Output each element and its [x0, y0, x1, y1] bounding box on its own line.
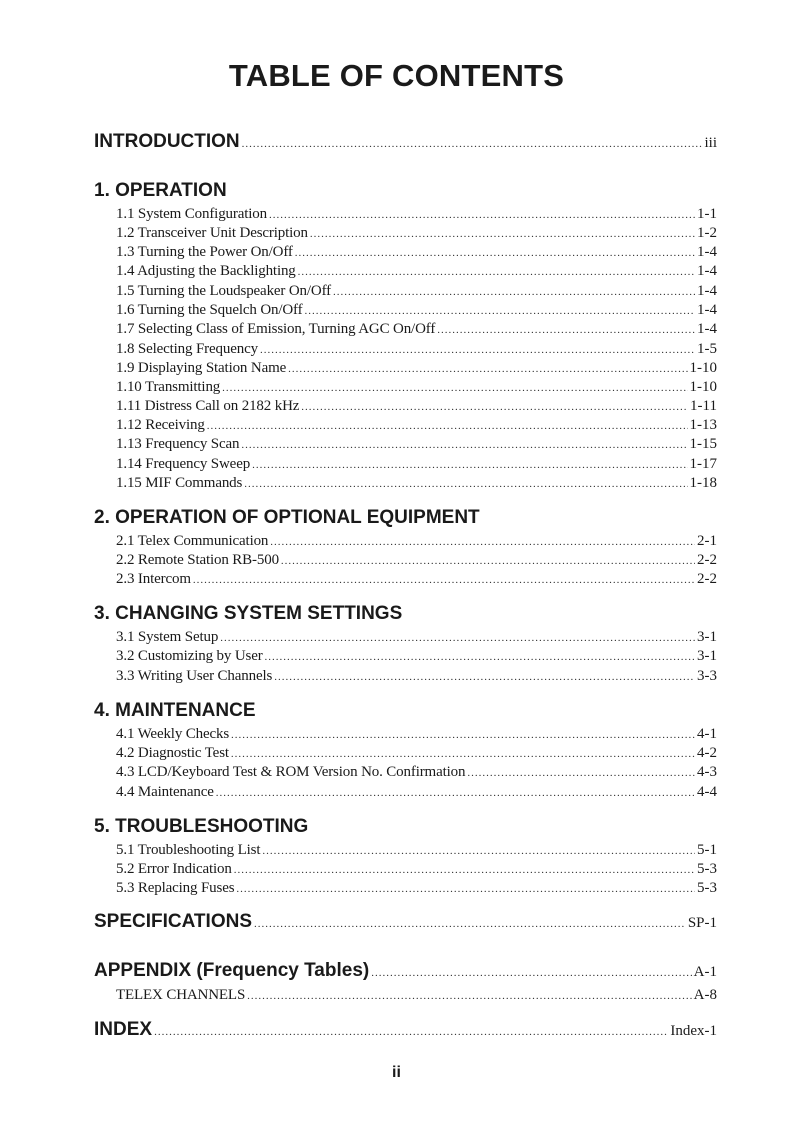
toc-entry-label: 1.2 Transceiver Unit Description — [116, 225, 308, 241]
toc-page-number: 1-13 — [689, 417, 717, 433]
toc-page-number: 1-4 — [697, 283, 717, 299]
dot-leader — [467, 767, 695, 779]
toc-entry-label: 1.9 Displaying Station Name — [116, 360, 287, 376]
toc-page-number: 2-2 — [697, 571, 717, 587]
dot-leader — [333, 286, 695, 298]
section-heading-optional-equipment[interactable]: 2. OPERATION OF OPTIONAL EQUIPMENT — [94, 507, 480, 528]
toc-entry[interactable] — [116, 417, 717, 434]
toc-entry-label: 1.7 Selecting Class of Emission, Turning AGC On/Off — [116, 321, 436, 337]
dot-leader — [295, 247, 695, 259]
toc-entry[interactable] — [116, 379, 717, 396]
toc-entry-specifications[interactable] — [94, 911, 717, 933]
dot-leader — [371, 967, 691, 979]
toc-entry-label: 3.1 System Setup — [116, 629, 219, 645]
toc-entry[interactable] — [116, 648, 717, 665]
dot-leader — [222, 382, 687, 394]
toc-entry[interactable] — [116, 263, 717, 280]
toc-entry[interactable] — [116, 225, 717, 242]
toc-entry[interactable] — [116, 668, 717, 685]
toc-entry[interactable] — [116, 552, 717, 569]
toc-entry-label: 1.11 Distress Call on 2182 kHz — [116, 398, 300, 414]
toc-entry-label: 2.3 Intercom — [116, 571, 191, 587]
toc-page-number: SP-1 — [687, 915, 717, 931]
toc-entry-label: 5.3 Replacing Fuses — [116, 880, 235, 896]
toc-entry-label: 2.2 Remote Station RB-500 — [116, 552, 279, 568]
toc-page-number: 3-1 — [697, 648, 717, 664]
toc-page-number: 2-1 — [697, 533, 717, 549]
dot-leader — [262, 845, 695, 857]
dot-leader — [298, 266, 695, 278]
dot-leader — [304, 305, 695, 317]
toc-entry-label: TELEX CHANNELS — [116, 987, 246, 1003]
toc-page-number: 5-3 — [697, 880, 717, 896]
toc-page-number: 4-4 — [697, 784, 717, 800]
toc-entry[interactable] — [116, 475, 717, 492]
dot-leader — [288, 363, 687, 375]
dot-leader — [207, 420, 688, 432]
toc-entry[interactable] — [116, 283, 717, 300]
toc-page-number: 4-3 — [697, 764, 717, 780]
toc-entry-label: INDEX — [94, 1019, 153, 1040]
toc-entry[interactable] — [116, 360, 717, 377]
toc-entry-label: 1.15 MIF Commands — [116, 475, 243, 491]
dot-leader — [437, 324, 695, 336]
toc-entry-label: 1.4 Adjusting the Backlighting — [116, 263, 296, 279]
toc-entry[interactable] — [116, 436, 717, 453]
page-folio: ii — [392, 1064, 401, 1081]
toc-page-number: 1-4 — [697, 244, 717, 260]
dot-leader — [154, 1026, 668, 1038]
toc-page-number: 1-15 — [689, 436, 717, 452]
toc-page-number: 1-18 — [689, 475, 717, 491]
toc-entry-label: 4.3 LCD/Keyboard Test & ROM Version No. Confirmation — [116, 764, 466, 780]
toc-page-number: iii — [704, 135, 717, 151]
toc-page-number: 1-11 — [690, 398, 717, 414]
dot-leader — [254, 918, 686, 930]
toc-entry[interactable] — [116, 244, 717, 261]
toc-entry[interactable] — [116, 341, 717, 358]
dot-leader — [252, 459, 687, 471]
toc-entry[interactable] — [116, 533, 717, 550]
section-heading-operation[interactable]: 1. OPERATION — [94, 180, 227, 201]
toc-entry-label: SPECIFICATIONS — [94, 911, 252, 932]
toc-entry[interactable] — [116, 629, 717, 646]
toc-entry-introduction[interactable] — [94, 131, 717, 153]
toc-page-number: 5-1 — [697, 842, 717, 858]
toc-entry-label: 1.10 Transmitting — [116, 379, 221, 395]
dot-leader — [231, 729, 695, 741]
toc-page-number: 3-1 — [697, 629, 717, 645]
toc-page-number: A-1 — [693, 964, 717, 980]
toc-page-number: 1-2 — [697, 225, 717, 241]
toc-entry[interactable] — [116, 880, 717, 897]
toc-entry[interactable] — [116, 302, 717, 319]
toc-page-number: 3-3 — [697, 668, 717, 684]
toc-entry-label: INTRODUCTION — [94, 131, 240, 152]
toc-page-number: 1-4 — [697, 263, 717, 279]
toc-entry[interactable] — [116, 571, 717, 588]
toc-entry-label: 1.8 Selecting Frequency — [116, 341, 258, 357]
toc-page-number: 1-10 — [689, 360, 717, 376]
dot-leader — [281, 555, 695, 567]
section-heading-maintenance[interactable]: 4. MAINTENANCE — [94, 700, 256, 721]
toc-entry-index[interactable] — [94, 1019, 717, 1041]
toc-entry[interactable] — [116, 398, 717, 415]
dot-leader — [301, 401, 688, 413]
toc-page-number: 1-17 — [689, 456, 717, 472]
toc-entry[interactable] — [116, 784, 717, 801]
toc-entry-label: 1.3 Turning the Power On/Off — [116, 244, 293, 260]
dot-leader — [231, 748, 695, 760]
toc-entry-label: 5.1 Troubleshooting List — [116, 842, 261, 858]
toc-entry[interactable] — [116, 842, 717, 859]
toc-entry-label: 1.6 Turning the Squelch On/Off — [116, 302, 303, 318]
dot-leader — [241, 439, 687, 451]
toc-page-number: 1-4 — [697, 321, 717, 337]
toc-entry[interactable] — [116, 321, 717, 338]
dot-leader — [260, 344, 695, 356]
dot-leader — [274, 671, 695, 683]
toc-entry-label: 2.1 Telex Communication — [116, 533, 269, 549]
toc-page-number: 1-5 — [697, 341, 717, 357]
toc-entry-label: 1.14 Frequency Sweep — [116, 456, 251, 472]
toc-entry-label: 1.13 Frequency Scan — [116, 436, 240, 452]
toc-page-number: 4-1 — [697, 726, 717, 742]
dot-leader — [270, 536, 695, 548]
toc-entry-label: APPENDIX (Frequency Tables) — [94, 960, 370, 981]
section-heading-troubleshooting[interactable]: 5. TROUBLESHOOTING — [94, 816, 309, 837]
toc-entry-label: 3.3 Writing User Channels — [116, 668, 273, 684]
dot-leader — [269, 209, 695, 221]
toc-entry-label: 3.2 Customizing by User — [116, 648, 263, 664]
toc-entry-label: 4.4 Maintenance — [116, 784, 214, 800]
dot-leader — [220, 632, 695, 644]
toc-entry[interactable] — [116, 745, 717, 762]
toc-page-number: A-8 — [693, 987, 717, 1003]
dot-leader — [242, 138, 703, 150]
section-heading-system-settings[interactable]: 3. CHANGING SYSTEM SETTINGS — [94, 603, 403, 624]
dot-leader — [193, 574, 695, 586]
toc-page-number: Index-1 — [670, 1023, 717, 1039]
toc-entry-telex-channels[interactable] — [116, 987, 717, 1004]
dot-leader — [265, 651, 695, 663]
dot-leader — [236, 883, 695, 895]
toc-entry[interactable] — [116, 726, 717, 743]
page-title: TABLE OF CONTENTS — [228, 58, 565, 93]
toc-page-number: 1-10 — [689, 379, 717, 395]
dot-leader — [244, 478, 687, 490]
toc-page-number: 2-2 — [697, 552, 717, 568]
toc-entry[interactable] — [116, 456, 717, 473]
dot-leader — [310, 228, 695, 240]
toc-entry-appendix[interactable] — [94, 960, 717, 982]
dot-leader — [216, 787, 695, 799]
toc-entry-label: 1.12 Receiving — [116, 417, 205, 433]
toc-page-number: 1-4 — [697, 302, 717, 318]
dot-leader — [234, 864, 695, 876]
dot-leader — [247, 990, 692, 1002]
toc-page-number: 1-1 — [697, 206, 717, 222]
toc-entry-label: 1.5 Turning the Loudspeaker On/Off — [116, 283, 332, 299]
toc-entry-label: 5.2 Error Indication — [116, 861, 232, 877]
toc-entry[interactable] — [116, 861, 717, 878]
toc-page-number: 4-2 — [697, 745, 717, 761]
toc-entry-label: 4.2 Diagnostic Test — [116, 745, 229, 761]
toc-entry-label: 4.1 Weekly Checks — [116, 726, 230, 742]
toc-page-number: 5-3 — [697, 861, 717, 877]
toc-entry-label: 1.1 System Configuration — [116, 206, 267, 222]
toc-entry[interactable] — [116, 764, 717, 781]
toc-entry[interactable] — [116, 206, 717, 223]
